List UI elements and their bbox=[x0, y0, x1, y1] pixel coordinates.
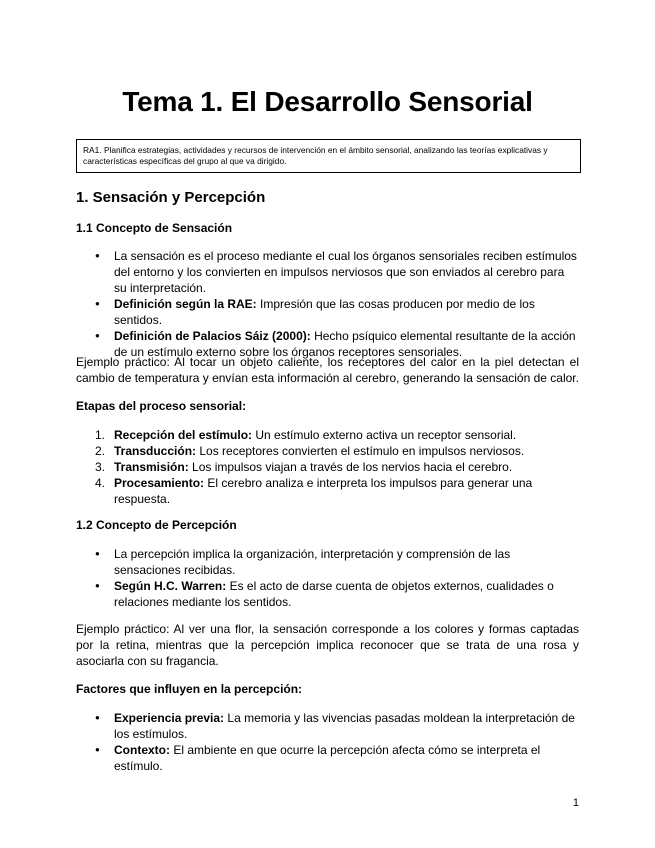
list-item-term: Definición según la RAE: bbox=[114, 297, 257, 311]
list-item-text: Los impulsos viajan a través de los nervios hacia el cerebro. bbox=[188, 460, 513, 474]
perception-example: Ejemplo práctico: Al ver una flor, la sensación corresponde a los colores y formas captadas por la retina, mientras que la percepción implica reconocer que se trata de una rosa y asociarla con su fragancia. bbox=[76, 622, 579, 668]
list-item-text: El cerebro analiza e interpreta los impulsos para generar una respuesta. bbox=[114, 476, 533, 506]
list-item-text: Es el acto de darse cuenta de objetos externos, cualidades o relaciones mediante los sentidos. bbox=[114, 579, 554, 609]
list-item-term: Contexto: bbox=[114, 743, 170, 757]
subsection-heading-perception: 1.2 Concepto de Percepción bbox=[76, 518, 237, 532]
list-item-term: Transmisión: bbox=[114, 460, 189, 474]
page-title: Tema 1. El Desarrollo Sensorial bbox=[122, 86, 533, 117]
list-item-term: Definición de Palacios Sáiz (2000): bbox=[114, 329, 311, 343]
list-item bbox=[76, 578, 579, 610]
list-item-number: 1. bbox=[95, 428, 106, 442]
perception-bullet-list bbox=[76, 546, 579, 610]
list-item-text: Hecho psíquico elemental resultante de la acción de un estímulo externo sobre los órganos receptores sensoriales. bbox=[114, 329, 576, 359]
learning-outcome-box: RA1. Planifica estrategias, actividades y recursos de intervención en el ámbito sensorial, analizando las teorías explicativas y características específicas del grupo al que va dirigido. bbox=[76, 139, 581, 173]
list-item-term: Experiencia previa: bbox=[114, 711, 225, 725]
list-item bbox=[76, 710, 579, 742]
list-item-number: 4. bbox=[95, 476, 106, 490]
list-item-text: La memoria y las vivencias pasadas moldean la interpretación de los estímulos. bbox=[114, 711, 575, 741]
list-item-number: 2. bbox=[95, 444, 106, 458]
list-item-term: Recepción del estímulo: bbox=[114, 428, 253, 442]
list-item bbox=[76, 742, 579, 774]
page-number: 1 bbox=[572, 797, 579, 809]
list-item-term: Según H.C. Warren: bbox=[114, 579, 227, 593]
stages-heading: Etapas del proceso sensorial: bbox=[76, 399, 247, 413]
list-item-term: Transducción: bbox=[114, 444, 197, 458]
list-item bbox=[76, 296, 579, 328]
list-item bbox=[76, 427, 579, 443]
list-item-text: Un estímulo externo activa un receptor sensorial. bbox=[252, 428, 517, 442]
list-item bbox=[76, 443, 579, 459]
list-item-text: Impresión que las cosas producen por medio de los sentidos. bbox=[114, 297, 535, 327]
list-item bbox=[76, 546, 579, 578]
list-item-text: El ambiente en que ocurre la percepción afecta cómo se interpreta el estímulo. bbox=[114, 743, 541, 773]
list-item-text: La percepción implica la organización, interpretación y comprensión de las sensaciones recibidas. bbox=[114, 547, 511, 577]
section-heading: 1. Sensación y Percepción bbox=[76, 189, 266, 206]
sensation-bullet-list bbox=[76, 248, 579, 360]
list-item-term: Procesamiento: bbox=[114, 476, 205, 490]
stages-list bbox=[76, 427, 579, 507]
sensation-example: Ejemplo práctico: Al tocar un objeto caliente, los receptores del calor en la piel detectan el cambio de temperatura y envían esta información al cerebro, generando la sensación de calor. bbox=[76, 355, 579, 385]
list-item-text: Los receptores convierten el estímulo en impulsos nerviosos. bbox=[196, 444, 525, 458]
factors-list bbox=[76, 710, 579, 774]
list-item bbox=[76, 475, 579, 507]
subsection-heading-sensation: 1.1 Concepto de Sensación bbox=[76, 221, 233, 235]
list-item bbox=[76, 248, 579, 296]
list-item-text: La sensación es el proceso mediante el cual los órganos sensoriales reciben estímulos del entorno y los convierten en impulsos nerviosos que son enviados al cerebro para su interpretación. bbox=[114, 249, 577, 295]
factors-heading: Factores que influyen en la percepción: bbox=[76, 682, 303, 696]
list-item bbox=[76, 459, 579, 475]
list-item-number: 3. bbox=[95, 460, 106, 474]
